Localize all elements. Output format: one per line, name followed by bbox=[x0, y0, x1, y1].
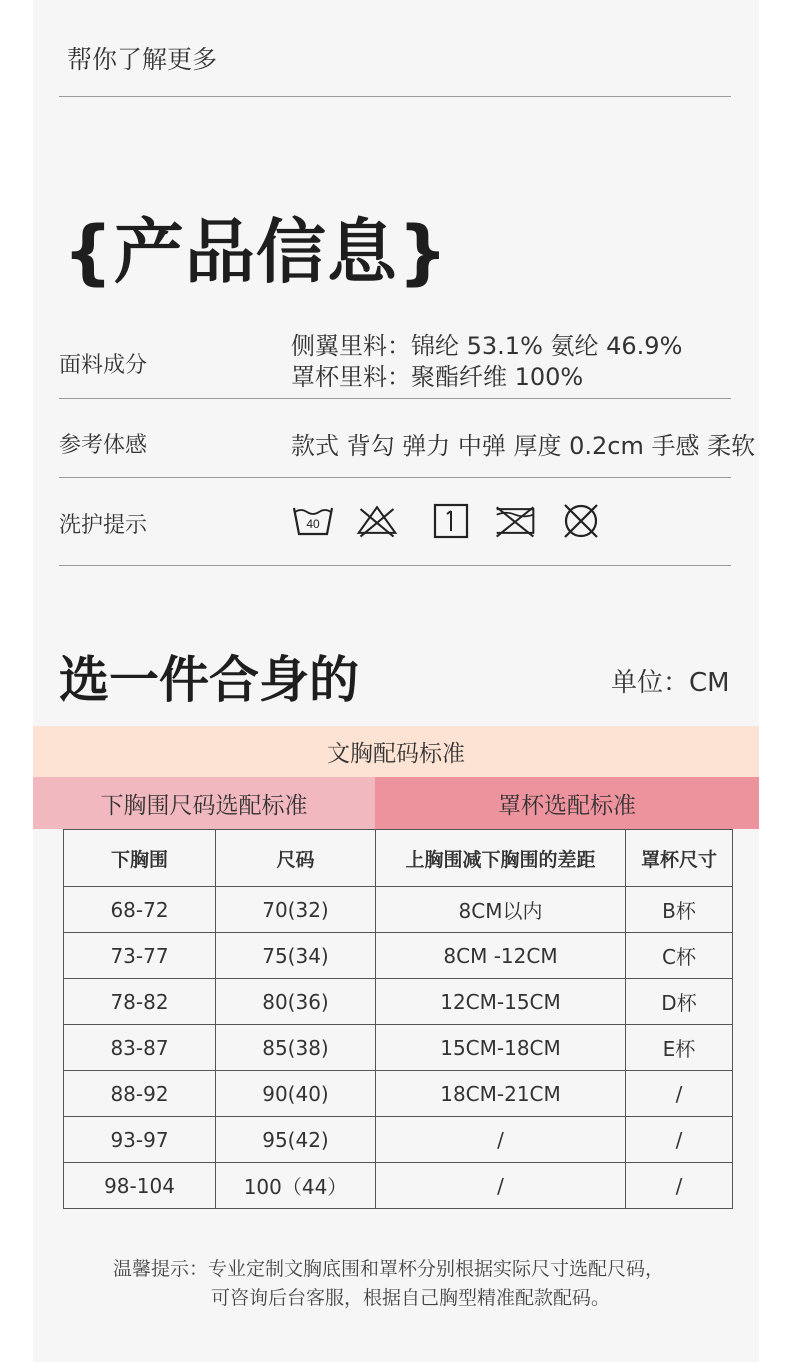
cell-cup: E杯 bbox=[626, 1025, 733, 1071]
header-size: 尺码 bbox=[216, 830, 376, 887]
no-dry-clean-icon bbox=[559, 502, 603, 540]
divider bbox=[59, 477, 731, 478]
cell-underbust: 68-72 bbox=[64, 887, 216, 933]
header-cup: 罩杯尺寸 bbox=[626, 830, 733, 887]
table-row bbox=[64, 933, 733, 979]
no-bleach-icon bbox=[355, 502, 399, 540]
cell-size: 70(32) bbox=[216, 887, 376, 933]
cell-difference: 8CM以内 bbox=[376, 887, 626, 933]
size-table bbox=[63, 829, 733, 1209]
table-row bbox=[64, 1025, 733, 1071]
feel-label: 参考体感 bbox=[59, 433, 148, 458]
cell-difference: 8CM -12CM bbox=[376, 933, 626, 979]
cell-underbust: 93-97 bbox=[64, 1117, 216, 1163]
size-section-title: 选一件合身的 bbox=[59, 651, 359, 709]
unit-label: 单位：CM bbox=[611, 668, 730, 698]
cell-cup: B杯 bbox=[626, 887, 733, 933]
fabric-label: 面料成分 bbox=[59, 353, 148, 378]
header-underbust: 下胸围 bbox=[64, 830, 216, 887]
underbust-standard-band: 下胸围尺码选配标准 bbox=[33, 777, 375, 829]
cell-difference: 18CM-21CM bbox=[376, 1071, 626, 1117]
divider bbox=[59, 565, 731, 566]
cell-cup: D杯 bbox=[626, 979, 733, 1025]
cell-size: 85(38) bbox=[216, 1025, 376, 1071]
cell-underbust: 83-87 bbox=[64, 1025, 216, 1071]
learn-more-heading: 帮你了解更多 bbox=[67, 45, 218, 74]
header-difference: 上胸围减下胸围的差距 bbox=[376, 830, 626, 887]
product-info-title: {产品信息} bbox=[63, 211, 449, 293]
no-tumble-dry-icon bbox=[493, 502, 537, 540]
tip-line-1: 温馨提示：专业定制文胸底围和罩杯分别根据实际尺寸选配尺码， bbox=[113, 1258, 665, 1280]
fabric-line-2: 罩杯里料：聚酯纤维 100% bbox=[291, 363, 584, 391]
cell-underbust: 98-104 bbox=[64, 1163, 216, 1209]
product-detail-page bbox=[33, 0, 759, 1362]
bra-size-standard-band: 文胸配码标准 bbox=[33, 726, 759, 777]
cell-cup: / bbox=[626, 1117, 733, 1163]
fabric-line-1: 侧翼里料：锦纶 53.1% 氨纶 46.9% bbox=[291, 332, 683, 360]
table-row bbox=[64, 1163, 733, 1209]
wash-temp-text: 40 bbox=[306, 517, 320, 531]
feel-value: 款式 背勾 弹力 中弹 厚度 0.2cm 手感 柔软 bbox=[291, 432, 756, 460]
cell-difference: / bbox=[376, 1163, 626, 1209]
divider bbox=[59, 96, 731, 97]
cell-cup: / bbox=[626, 1071, 733, 1117]
tip-line-2: 可咨询后台客服，根据自己胸型精准配款配码。 bbox=[211, 1287, 611, 1309]
table-row bbox=[64, 1117, 733, 1163]
cell-difference: 12CM-15CM bbox=[376, 979, 626, 1025]
care-label: 洗护提示 bbox=[59, 513, 148, 538]
cell-size: 80(36) bbox=[216, 979, 376, 1025]
cell-size: 95(42) bbox=[216, 1117, 376, 1163]
cell-size: 100（44） bbox=[216, 1163, 376, 1209]
wash-40-icon bbox=[291, 502, 335, 540]
table-row bbox=[64, 979, 733, 1025]
cell-cup: C杯 bbox=[626, 933, 733, 979]
cell-underbust: 88-92 bbox=[64, 1071, 216, 1117]
cell-underbust: 73-77 bbox=[64, 933, 216, 979]
cell-cup: / bbox=[626, 1163, 733, 1209]
divider bbox=[59, 398, 731, 399]
cell-size: 90(40) bbox=[216, 1071, 376, 1117]
cup-standard-band: 罩杯选配标准 bbox=[375, 777, 759, 829]
table-row bbox=[64, 887, 733, 933]
cell-difference: 15CM-18CM bbox=[376, 1025, 626, 1071]
table-row bbox=[64, 1071, 733, 1117]
cell-difference: / bbox=[376, 1117, 626, 1163]
cell-underbust: 78-82 bbox=[64, 979, 216, 1025]
line-dry-icon bbox=[429, 502, 473, 540]
cell-size: 75(34) bbox=[216, 933, 376, 979]
table-header-row bbox=[64, 830, 733, 887]
